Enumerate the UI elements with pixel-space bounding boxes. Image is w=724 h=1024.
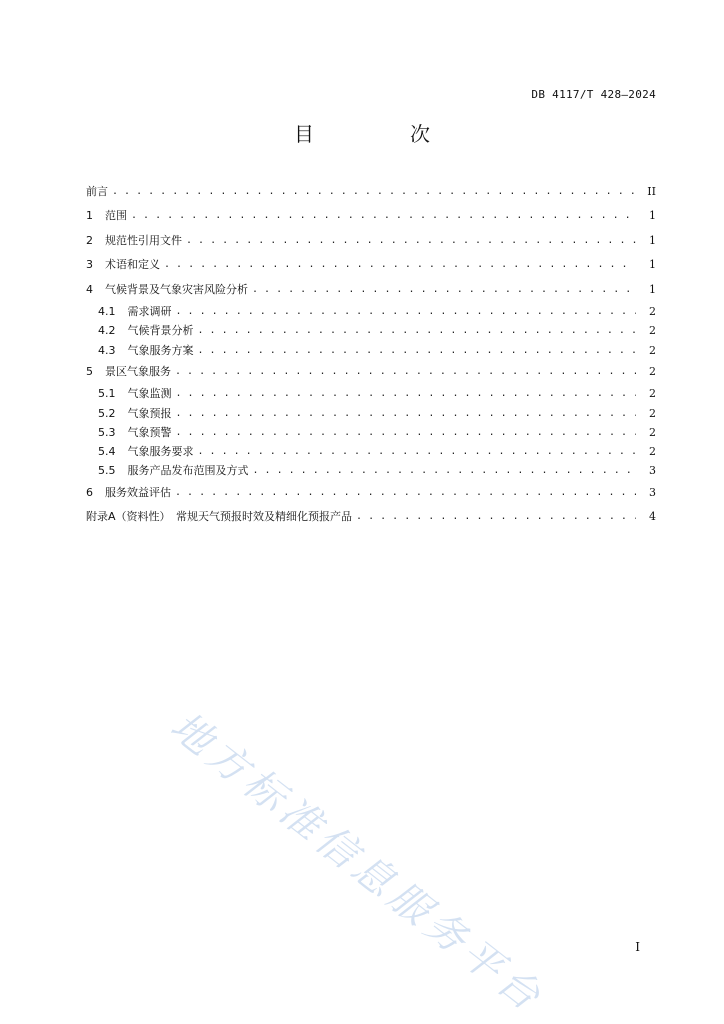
toc-entry-number: 4.1 [98, 304, 116, 318]
toc-leader-dots [198, 442, 637, 461]
document-code: DB 4117/T 428—2024 [531, 88, 656, 101]
toc-entry-number: 6 [86, 485, 93, 499]
toc-entry-title: 景区气象服务 [105, 364, 171, 378]
table-of-contents [86, 180, 656, 530]
toc-entry[interactable] [86, 180, 656, 204]
toc-leader-dots [176, 423, 637, 442]
toc-leader-dots [253, 461, 637, 480]
toc-entry[interactable] [86, 423, 656, 442]
toc-entry[interactable] [86, 302, 656, 321]
toc-entry-page: 2 [649, 406, 656, 420]
toc-entry-page: 3 [649, 485, 656, 499]
toc-entry-title: 气象服务方案 [127, 343, 194, 357]
toc-entry[interactable] [86, 360, 656, 384]
toc-entry-page: 1 [649, 258, 656, 272]
toc-entry-page: 2 [649, 343, 656, 357]
toc-entry-number: 4 [86, 282, 93, 296]
toc-entry-number: 1 [86, 209, 93, 223]
toc-entry[interactable] [86, 278, 656, 302]
toc-leader-dots [198, 341, 637, 360]
toc-entry[interactable] [86, 404, 656, 423]
toc-entry-title: 服务产品发布范围及方式 [127, 464, 249, 478]
toc-leader-dots [164, 253, 636, 277]
toc-leader-dots [176, 302, 637, 321]
toc-entry-number: 4.2 [98, 324, 116, 338]
toc-leader-dots [131, 204, 636, 228]
toc-leader-dots [175, 481, 636, 505]
toc-entry-title: 气象预报 [127, 406, 172, 420]
toc-entry-page: II [647, 185, 656, 198]
toc-entry-page: 4 [649, 510, 656, 524]
toc-entry-title: 术语和定义 [105, 258, 160, 272]
toc-entry-title: 范围 [105, 209, 127, 223]
toc-entry[interactable] [86, 442, 656, 461]
toc-entry[interactable] [86, 321, 656, 340]
toc-leader-dots [112, 180, 636, 204]
toc-entry-page: 1 [649, 282, 656, 296]
toc-entry-title: 气候背景分析 [127, 324, 194, 338]
toc-entry-number: 5.5 [98, 464, 116, 478]
page-title: 目 次 [294, 122, 468, 146]
toc-entry-page: 2 [649, 364, 656, 378]
toc-entry[interactable] [86, 481, 656, 505]
watermark: 地方标准信息服务平台 [161, 703, 553, 1023]
toc-entry-title: 需求调研 [127, 304, 172, 318]
toc-entry-title: 附录A（资料性） 常规天气预报时效及精细化预报产品 [86, 510, 353, 524]
toc-entry[interactable] [86, 384, 656, 403]
toc-entry-title: 服务效益评估 [105, 485, 171, 499]
toc-entry-page: 2 [649, 304, 656, 318]
toc-entry[interactable] [86, 253, 656, 277]
toc-leader-dots [186, 229, 636, 253]
page-number: I [635, 940, 640, 954]
toc-entry-title: 气象监测 [127, 387, 172, 401]
toc-entry[interactable] [86, 204, 656, 228]
toc-entry-title: 气候背景及气象灾害风险分析 [105, 282, 248, 296]
toc-entry-page: 3 [649, 464, 656, 478]
toc-entry-page: 1 [649, 209, 656, 223]
toc-entry-title: 气象服务要求 [127, 445, 194, 459]
toc-entry-title: 气象预警 [127, 425, 172, 439]
toc-entry-page: 2 [649, 324, 656, 338]
toc-leader-dots [252, 278, 636, 302]
toc-entry-number: 5 [86, 364, 93, 378]
toc-entry-page: 2 [649, 387, 656, 401]
toc-entry-page: 1 [649, 233, 656, 247]
toc-entry-number: 5.3 [98, 425, 116, 439]
toc-entry[interactable] [86, 341, 656, 360]
toc-leader-dots [356, 505, 636, 529]
toc-leader-dots [198, 321, 637, 340]
toc-entry-number: 5.2 [98, 406, 116, 420]
toc-entry-page: 2 [649, 445, 656, 459]
toc-entry-number: 2 [86, 233, 93, 247]
toc-entry-number: 4.3 [98, 343, 116, 357]
toc-entry-number: 3 [86, 258, 93, 272]
toc-entry[interactable] [86, 229, 656, 253]
toc-entry-number: 5.1 [98, 387, 116, 401]
toc-leader-dots [176, 384, 637, 403]
toc-entry[interactable] [86, 461, 656, 480]
toc-leader-dots [175, 360, 636, 384]
toc-entry-title: 规范性引用文件 [105, 233, 182, 247]
toc-leader-dots [176, 404, 637, 423]
toc-entry-number: 5.4 [98, 445, 116, 459]
toc-entry-page: 2 [649, 425, 656, 439]
toc-entry-title: 前言 [86, 185, 108, 198]
toc-entry[interactable] [86, 505, 656, 529]
